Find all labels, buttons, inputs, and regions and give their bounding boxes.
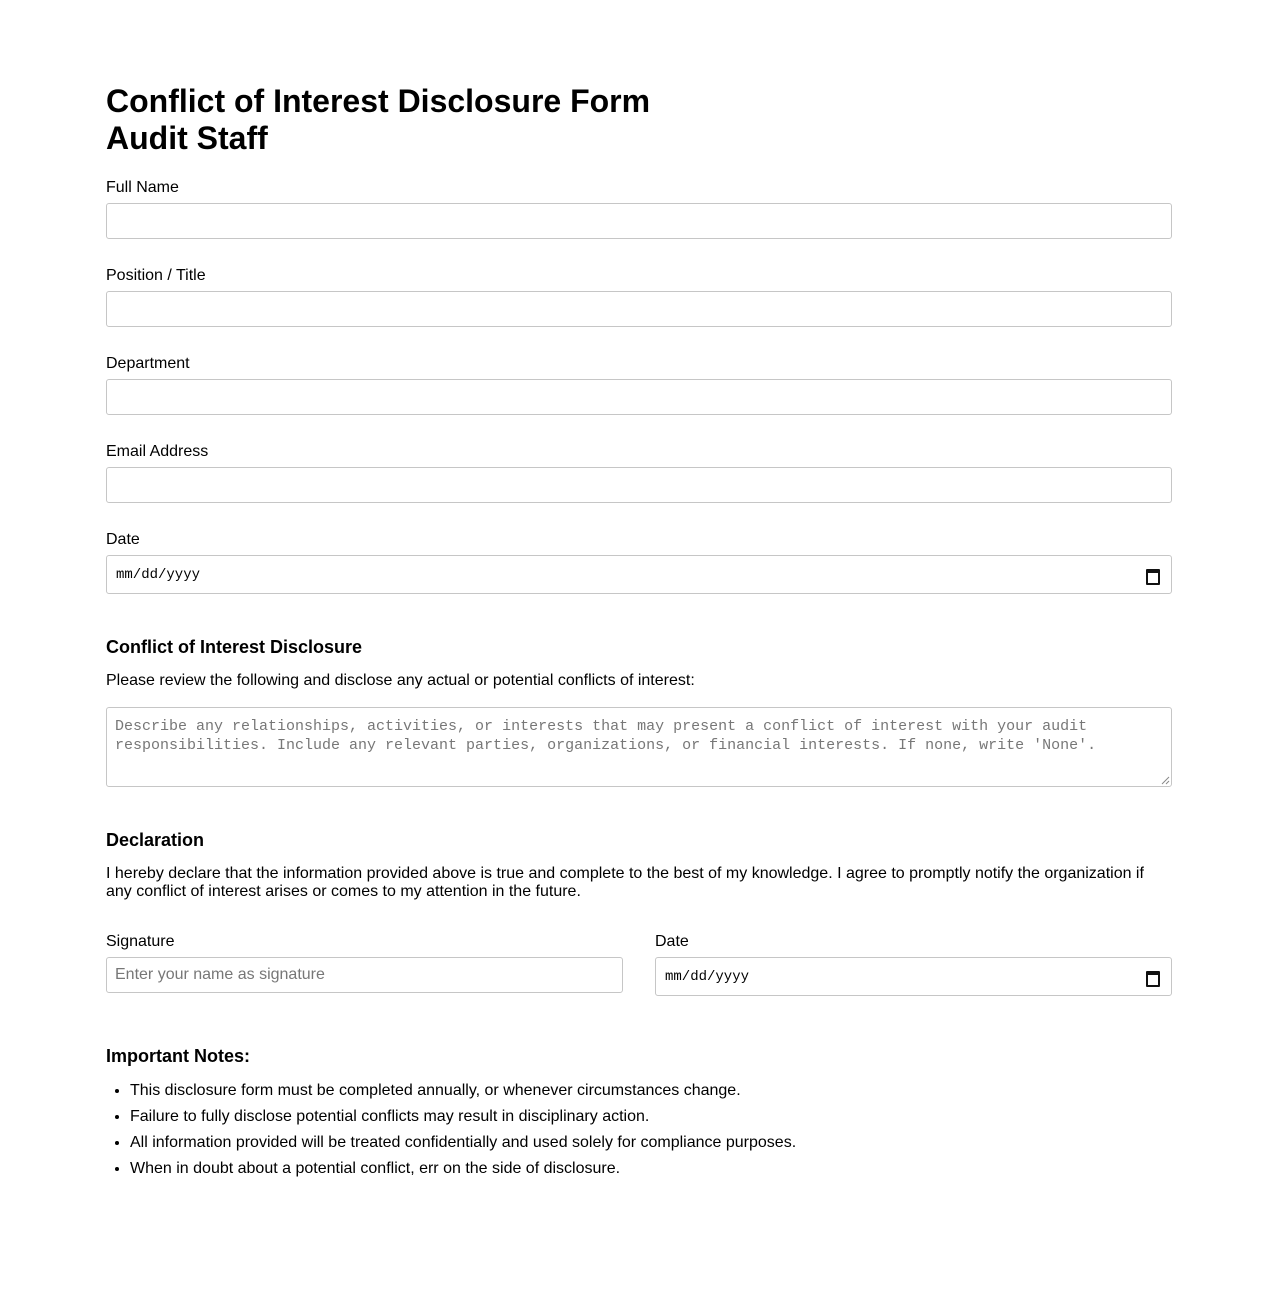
list-item: • This disclosure form must be completed annually, or whenever circumstances change. bbox=[130, 1082, 1172, 1100]
signature-row bbox=[106, 933, 1172, 996]
signature-input-placeholder: Enter your name as signature bbox=[115, 966, 325, 983]
resize-grip-icon[interactable] bbox=[1161, 776, 1170, 785]
page-title bbox=[106, 83, 1172, 157]
declaration-text: I hereby declare that the information provided above is true and complete to the best of my knowledge. I agree to promptly notify the organization if any conflict of interest arises or comes to my attention in the future. bbox=[106, 865, 1144, 900]
signature-input[interactable] bbox=[106, 957, 623, 993]
disclosure-textarea[interactable] bbox=[106, 707, 1172, 787]
page-title-line-1: Conflict of Interest Disclosure Form bbox=[106, 83, 651, 119]
signature-date-placeholder: mm/dd/yyyy bbox=[665, 968, 750, 985]
page-title-line-2: Audit Staff bbox=[106, 120, 268, 156]
date-field bbox=[106, 531, 1172, 594]
notes-heading: Important Notes: bbox=[106, 1046, 250, 1066]
signature-label: Signature bbox=[106, 933, 175, 950]
form-page bbox=[106, 0, 1172, 1178]
disclosure-textarea-placeholder: Describe any relationships, activities, or interests that may present a conflict of interest with your audit responsibilities. Include any relevant parties, organizations, or financial interests. If none, write 'None'. bbox=[115, 718, 1097, 754]
declaration-heading: Declaration bbox=[106, 830, 205, 850]
email-input[interactable] bbox=[106, 467, 1172, 503]
full-name-label: Full Name bbox=[106, 179, 179, 196]
disclosure-instructions: Please review the following and disclose any actual or potential conflicts of interest: bbox=[106, 672, 695, 689]
signature-field bbox=[106, 933, 623, 996]
notes-list bbox=[106, 1082, 1172, 1178]
full-name-field bbox=[106, 179, 1172, 239]
date-input-placeholder: mm/dd/yyyy bbox=[116, 566, 201, 583]
calendar-icon[interactable] bbox=[1146, 568, 1160, 582]
signature-date-input[interactable] bbox=[655, 957, 1172, 996]
signature-date-label: Date bbox=[655, 933, 689, 950]
department-field bbox=[106, 355, 1172, 415]
department-label: Department bbox=[106, 355, 190, 372]
list-item: • When in doubt about a potential conflict, err on the side of disclosure. bbox=[130, 1160, 1172, 1178]
signature-date-field bbox=[655, 933, 1172, 996]
email-field bbox=[106, 443, 1172, 503]
disclosure-heading: Conflict of Interest Disclosure bbox=[106, 637, 363, 657]
position-field bbox=[106, 267, 1172, 327]
list-item: • Failure to fully disclose potential conflicts may result in disciplinary action. bbox=[130, 1108, 1172, 1126]
position-label: Position / Title bbox=[106, 267, 206, 284]
position-input[interactable] bbox=[106, 291, 1172, 327]
date-input[interactable] bbox=[106, 555, 1172, 594]
list-item: • All information provided will be treated confidentially and used solely for compliance purposes. bbox=[130, 1134, 1172, 1152]
email-label: Email Address bbox=[106, 443, 209, 460]
date-label: Date bbox=[106, 531, 140, 548]
full-name-input[interactable] bbox=[106, 203, 1172, 239]
department-input[interactable] bbox=[106, 379, 1172, 415]
calendar-icon[interactable] bbox=[1146, 970, 1160, 984]
